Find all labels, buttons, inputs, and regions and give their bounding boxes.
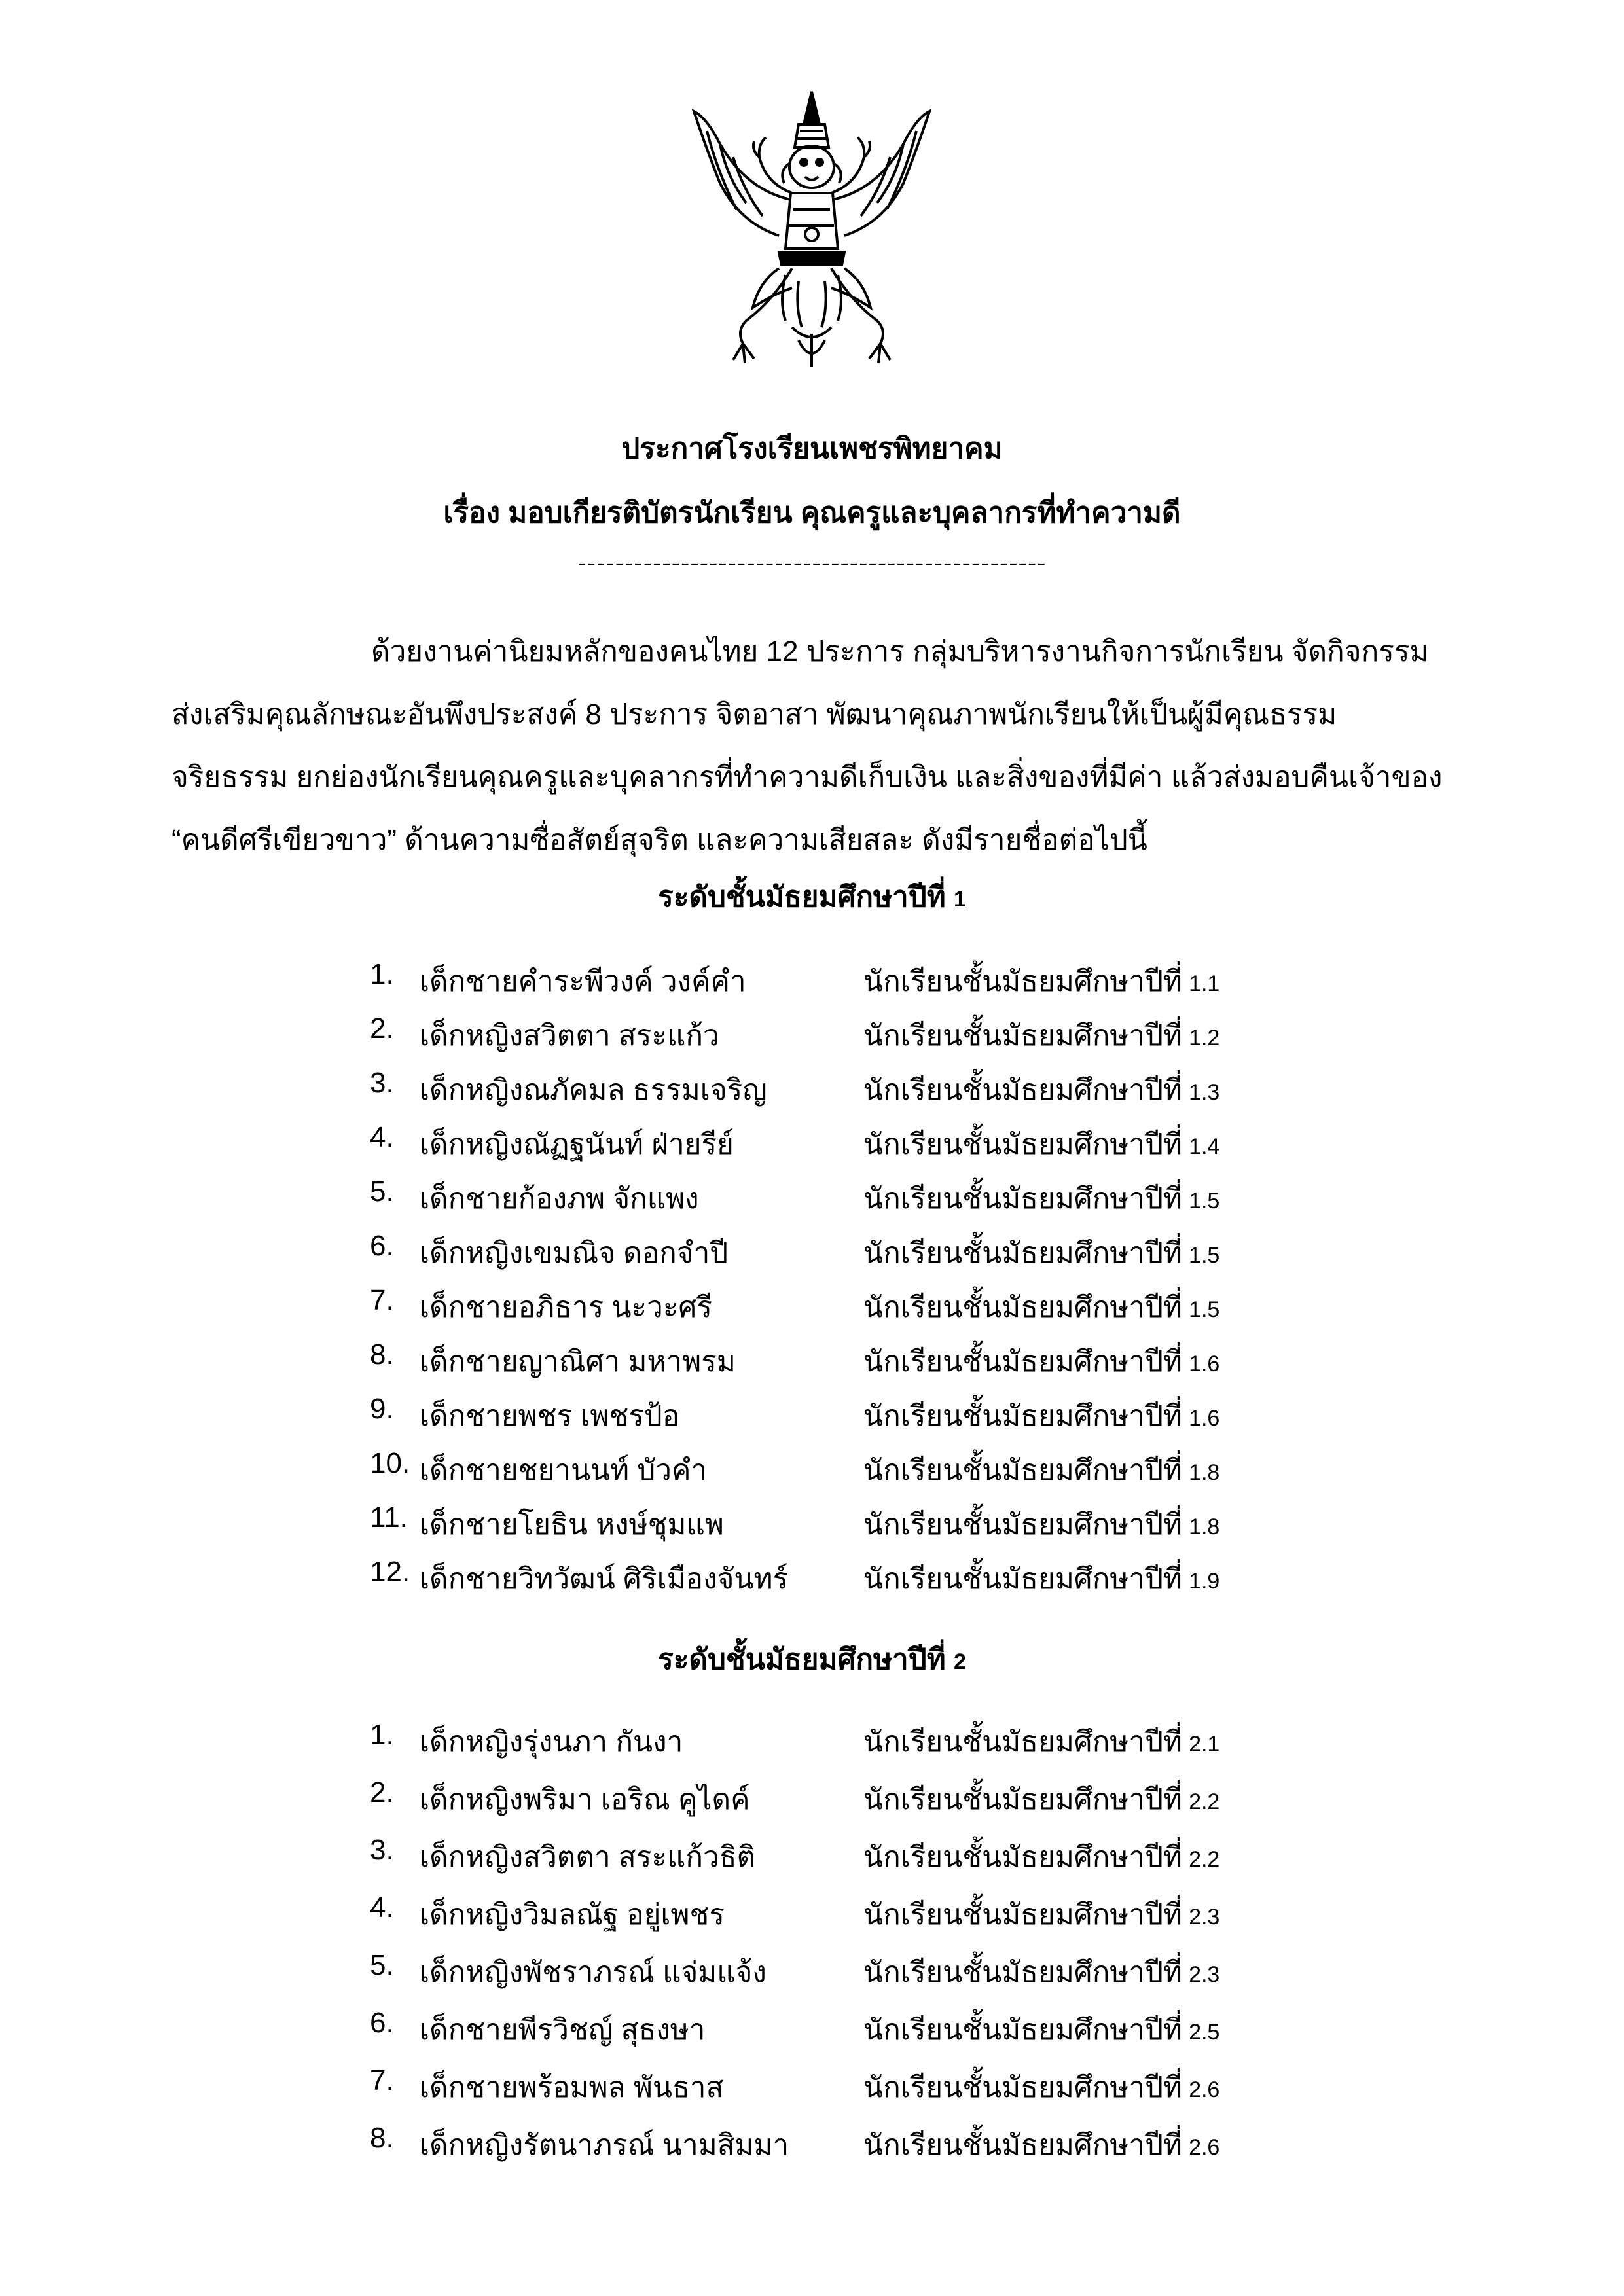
- student-name: เด็กชายพชร เพชรป้อ: [420, 1400, 680, 1432]
- row-number: 2.: [370, 1776, 394, 1808]
- row-number: 7.: [370, 2064, 394, 2096]
- student-row: [370, 2064, 1352, 2122]
- class-label: นักเรียนชั้นมัธยมศึกษาปีที่: [863, 2129, 1183, 2161]
- class-code: 1.4: [1189, 1134, 1220, 1159]
- class-label: นักเรียนชั้นมัธยมศึกษาปีที่: [863, 1726, 1183, 1758]
- student-class: [863, 1719, 1219, 1765]
- class-code: 2.6: [1189, 2077, 1220, 2102]
- class-label: นักเรียนชั้นมัธยมศึกษาปีที่: [863, 1454, 1183, 1486]
- student-class: [863, 2007, 1219, 2053]
- row-number: 5.: [370, 1175, 394, 1208]
- class-code: 1.2: [1189, 1026, 1220, 1050]
- student-name: เด็กหญิงณภัคมล ธรรมเจริญ: [420, 1074, 767, 1106]
- class-label: นักเรียนชั้นมัธยมศึกษาปีที่: [863, 1509, 1183, 1541]
- class-code: 2.3: [1189, 1905, 1220, 1929]
- announcement-title: ประกาศโรงเรียนเพชรพิทยาคม: [621, 433, 1003, 465]
- class-code: 2.2: [1189, 1847, 1220, 1872]
- class-label: นักเรียนชั้นมัธยมศึกษาปีที่: [863, 1020, 1183, 1052]
- class-code: 1.6: [1189, 1352, 1220, 1376]
- intro-paragraph: [171, 620, 1454, 872]
- student-row: [370, 1175, 1352, 1230]
- class-code: 1.8: [1189, 1460, 1220, 1485]
- class-label: นักเรียนชั้นมัธยมศึกษาปีที่: [863, 1074, 1183, 1106]
- class-code: 1.1: [1189, 971, 1220, 996]
- student-row: [370, 1284, 1352, 1338]
- row-number: 11.: [370, 1501, 408, 1534]
- row-number: 8.: [370, 1338, 394, 1371]
- student-row: [370, 1556, 1352, 1610]
- class-code: 1.8: [1189, 1515, 1220, 1539]
- intro-line: “คนดีศรีเขียวขาว” ด้านความซื่อสัตย์สุจริต และความเสียสละ ดังมีรายชื่อต่อไปนี้: [171, 824, 1147, 856]
- class-code: 1.5: [1189, 1297, 1220, 1322]
- student-name: เด็กหญิงพัชราภรณ์ แจ่มแจ้ง: [420, 1956, 767, 1988]
- student-class: [863, 1949, 1219, 1995]
- student-name: เด็กหญิงเขมณิจ ดอกจำปี: [420, 1237, 729, 1269]
- student-row: [370, 1013, 1352, 1067]
- student-name: เด็กชายอภิธาร นะวะศรี: [420, 1291, 713, 1323]
- student-row: [370, 1338, 1352, 1393]
- garuda-emblem-icon: [681, 85, 943, 373]
- row-number: 3.: [370, 1834, 394, 1866]
- row-number: 10.: [370, 1447, 410, 1479]
- section-heading-m2: [0, 1636, 1624, 1682]
- class-label: นักเรียนชั้นมัธยมศึกษาปีที่: [863, 1400, 1183, 1432]
- student-row: [370, 2122, 1352, 2179]
- student-class: [863, 1013, 1219, 1058]
- student-row: [370, 1719, 1352, 1776]
- row-number: 7.: [370, 1284, 394, 1316]
- class-code: 2.6: [1189, 2135, 1220, 2160]
- class-label: นักเรียนชั้นมัธยมศึกษาปีที่: [863, 1784, 1183, 1816]
- row-number: 3.: [370, 1067, 394, 1099]
- student-name: เด็กชายชยานนท์ บัวคำ: [420, 1454, 708, 1486]
- student-name: เด็กหญิงรุ่งนภา กันงา: [420, 1726, 683, 1758]
- student-class: [863, 1067, 1219, 1113]
- student-name: เด็กหญิงสวิตตา สระแก้วธิติ: [420, 1841, 756, 1873]
- student-name: เด็กชายโยธิน หงษ์ชุมแพ: [420, 1509, 724, 1541]
- student-class: [863, 2064, 1219, 2110]
- row-number: 1.: [370, 958, 394, 990]
- class-label: นักเรียนชั้นมัธยมศึกษาปีที่: [863, 965, 1183, 997]
- row-number: 2.: [370, 1013, 394, 1045]
- class-code: 1.3: [1189, 1080, 1220, 1105]
- row-number: 4.: [370, 1892, 394, 1924]
- student-class: [863, 1121, 1219, 1167]
- student-name: เด็กชายพร้อมพล พันธาส: [420, 2072, 724, 2104]
- class-code: 2.2: [1189, 1789, 1220, 1814]
- announcement-subject: เรื่อง มอบเกียรติบัตรนักเรียน คุณครูและบุคลากรที่ทำความดี: [443, 497, 1181, 529]
- student-row: [370, 1393, 1352, 1447]
- student-name: เด็กชายพีรวิชญ์ สุธงษา: [420, 2014, 706, 2046]
- student-class: [863, 1284, 1219, 1330]
- intro-line: จริยธรรม ยกย่องนักเรียนคุณครูและบุคลากรที่ทำความดีเก็บเงิน และสิ่งของที่มีค่า แล้วส่งมอบคืนเจ้าของ: [171, 761, 1443, 793]
- row-number: 9.: [370, 1393, 394, 1425]
- student-name: เด็กชายก้องภพ จักแพง: [420, 1183, 699, 1215]
- student-row: [370, 1834, 1352, 1892]
- student-row: [370, 1067, 1352, 1121]
- class-code: 1.5: [1189, 1243, 1220, 1268]
- row-number: 1.: [370, 1719, 394, 1751]
- row-number: 8.: [370, 2122, 394, 2154]
- student-class: [863, 2122, 1219, 2168]
- intro-line: ด้วยงานค่านิยมหลักของคนไทย 12 ประการ กลุ่มบริหารงานกิจการนักเรียน จัดกิจกรรม: [371, 636, 1429, 668]
- student-row: [370, 2007, 1352, 2064]
- student-row: [370, 958, 1352, 1013]
- student-row: [370, 1949, 1352, 2007]
- student-name: เด็กหญิงวิมลณัฐ อยู่เพชร: [420, 1899, 725, 1931]
- section-heading-m1: [0, 874, 1624, 920]
- class-code: 2.1: [1189, 1732, 1220, 1757]
- class-label: นักเรียนชั้นมัธยมศึกษาปีที่: [863, 1183, 1183, 1215]
- row-number: 5.: [370, 1949, 394, 1981]
- student-class: [863, 1447, 1219, 1493]
- class-label: นักเรียนชั้นมัธยมศึกษาปีที่: [863, 1237, 1183, 1269]
- student-name: เด็กชายญาณิศา มหาพรม: [420, 1346, 736, 1378]
- student-row: [370, 1121, 1352, 1175]
- class-code: 1.5: [1189, 1189, 1220, 1213]
- row-number: 6.: [370, 2007, 394, 2039]
- title-divider: --------------------------------------------------: [577, 548, 1047, 577]
- class-label: นักเรียนชั้นมัธยมศึกษาปีที่: [863, 2014, 1183, 2046]
- student-class: [863, 1776, 1219, 1822]
- class-label: นักเรียนชั้นมัธยมศึกษาปีที่: [863, 1291, 1183, 1323]
- section-heading-number: 2: [953, 1649, 966, 1674]
- student-row: [370, 1892, 1352, 1949]
- row-number: 6.: [370, 1230, 394, 1262]
- section-heading-label: ระดับชั้นมัธยมศึกษาปีที่: [658, 881, 946, 913]
- class-code: 2.3: [1189, 1962, 1220, 1987]
- class-label: นักเรียนชั้นมัธยมศึกษาปีที่: [863, 1899, 1183, 1931]
- student-class: [863, 1556, 1219, 1602]
- student-class: [863, 1501, 1219, 1547]
- section-heading-number: 1: [953, 887, 966, 912]
- student-class: [863, 1175, 1219, 1221]
- class-label: นักเรียนชั้นมัธยมศึกษาปีที่: [863, 1956, 1183, 1988]
- student-row: [370, 1776, 1352, 1834]
- class-label: นักเรียนชั้นมัธยมศึกษาปีที่: [863, 1563, 1183, 1595]
- student-name: เด็กหญิงพริมา เอริณ คูไดค์: [420, 1784, 750, 1816]
- student-class: [863, 1230, 1219, 1276]
- student-class: [863, 1892, 1219, 1937]
- class-code: 1.9: [1189, 1569, 1220, 1594]
- class-label: นักเรียนชั้นมัธยมศึกษาปีที่: [863, 1128, 1183, 1160]
- student-list-m1: [370, 958, 1352, 1610]
- student-row: [370, 1230, 1352, 1284]
- class-label: นักเรียนชั้นมัธยมศึกษาปีที่: [863, 1841, 1183, 1873]
- student-class: [863, 958, 1219, 1004]
- student-name: เด็กหญิงณัฏฐนันท์ ฝ่ายรีย์: [420, 1128, 734, 1160]
- student-class: [863, 1338, 1219, 1384]
- student-row: [370, 1447, 1352, 1501]
- class-label: นักเรียนชั้นมัธยมศึกษาปีที่: [863, 2072, 1183, 2104]
- class-code: 1.6: [1189, 1406, 1220, 1431]
- row-number: 12.: [370, 1556, 410, 1588]
- student-name: เด็กหญิงรัตนาภรณ์ นามสิมมา: [420, 2129, 789, 2161]
- student-row: [370, 1501, 1352, 1556]
- class-label: นักเรียนชั้นมัธยมศึกษาปีที่: [863, 1346, 1183, 1378]
- intro-line: ส่งเสริมคุณลักษณะอันพึงประสงค์ 8 ประการ จิตอาสา พัฒนาคุณภาพนักเรียนให้เป็นผู้มีคุณธรรม: [171, 698, 1337, 730]
- student-name: เด็กชายวิทวัฒน์ ศิริเมืองจันทร์: [420, 1563, 789, 1595]
- student-list-m2: [370, 1719, 1352, 2179]
- student-name: เด็กชายคำระพีวงค์ วงค์คำ: [420, 965, 746, 997]
- student-name: เด็กหญิงสวิตตา สระแก้ว: [420, 1020, 719, 1052]
- row-number: 4.: [370, 1121, 394, 1153]
- class-code: 2.5: [1189, 2020, 1220, 2045]
- section-heading-label: ระดับชั้นมัธยมศึกษาปีที่: [658, 1643, 946, 1676]
- student-class: [863, 1393, 1219, 1439]
- student-class: [863, 1834, 1219, 1880]
